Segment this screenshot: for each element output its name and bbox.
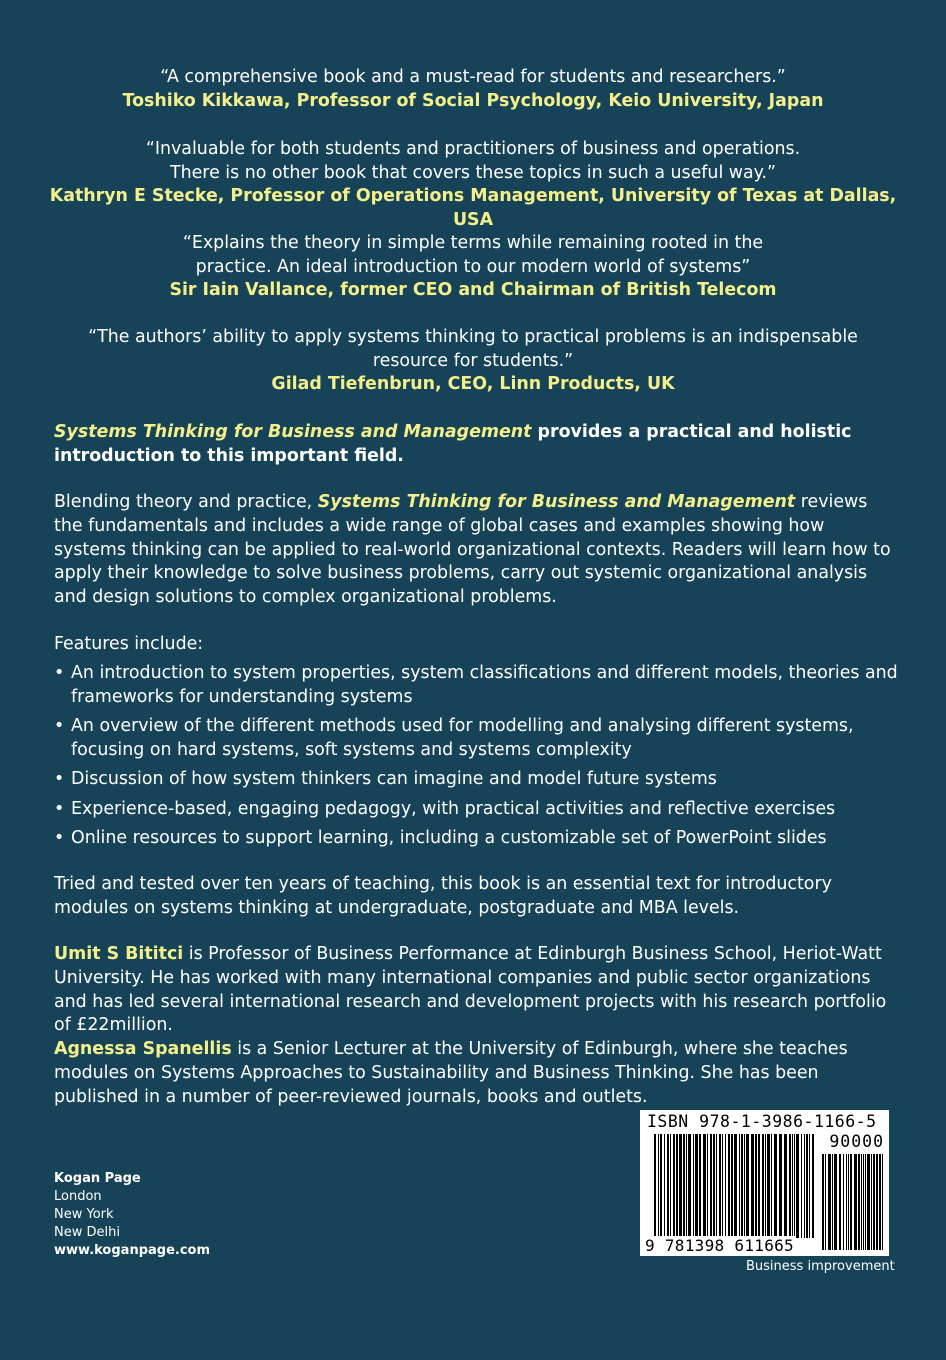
feature-text: Discussion of how system thinkers can imagine and model future systems bbox=[71, 769, 717, 789]
book-title: Systems Thinking for Business and Management bbox=[54, 422, 532, 442]
author-bio-1 bbox=[54, 943, 900, 1038]
barcode-bar bbox=[834, 1154, 837, 1250]
barcode-bar bbox=[771, 1134, 772, 1238]
publisher-city: New Delhi bbox=[54, 1225, 120, 1240]
barcode-bar bbox=[667, 1134, 669, 1238]
quote-3 bbox=[40, 232, 906, 303]
barcode-bar bbox=[876, 1154, 878, 1250]
barcode-bar bbox=[767, 1134, 770, 1238]
barcode-bar bbox=[746, 1134, 749, 1238]
barcode-bar bbox=[664, 1134, 665, 1238]
barcode-bar bbox=[882, 1154, 883, 1250]
quote-text: There is no other book that covers these topics in such a useful way.” bbox=[169, 162, 777, 183]
barcode-bar bbox=[806, 1134, 808, 1238]
feature-text: Experience-based, engaging pedagogy, with practical activities and reflective exercises bbox=[71, 798, 836, 819]
bullet-icon: • bbox=[54, 798, 65, 819]
quote-1 bbox=[40, 66, 906, 113]
publisher-name: Kogan Page bbox=[54, 1171, 141, 1186]
list-item bbox=[54, 798, 900, 822]
tried-tested-paragraph: Tried and tested over ten years of teaching, this book is an essential text for introductory modules on systems thinking at undergraduate, postgraduate and MBA levels. bbox=[54, 874, 832, 918]
barcode-bar bbox=[722, 1134, 723, 1238]
barcode-bar bbox=[741, 1134, 743, 1238]
lead-text: provides a practical and holistic introduction to this important field. bbox=[54, 422, 852, 466]
list-item bbox=[54, 715, 900, 762]
quote-text: “Explains the theory in simple terms while remaining rooted in the bbox=[182, 233, 764, 253]
barcode-bar bbox=[688, 1134, 691, 1238]
barcode-bar bbox=[879, 1154, 881, 1250]
publisher-city: London bbox=[54, 1189, 102, 1204]
bullet-icon: • bbox=[54, 663, 65, 683]
quote-text: “The authors’ ability to apply systems thinking to practical problems is an indispensable bbox=[88, 327, 858, 347]
barcode-bar bbox=[716, 1134, 717, 1238]
quote-author: Toshiko Kikkawa, Professor of Social Psychology, Keio University, Japan bbox=[122, 90, 824, 111]
barcode-bar bbox=[779, 1134, 782, 1238]
barcode-bar bbox=[707, 1134, 708, 1238]
barcode-bar bbox=[792, 1134, 793, 1238]
barcode-bar bbox=[863, 1154, 864, 1250]
publisher-block bbox=[54, 1170, 210, 1260]
quote-2 bbox=[40, 138, 906, 232]
barcode-bar bbox=[804, 1134, 805, 1238]
barcode-bar bbox=[839, 1154, 841, 1250]
barcode-bar bbox=[758, 1134, 760, 1238]
lead-paragraph bbox=[54, 421, 900, 469]
barcode-bar bbox=[832, 1154, 833, 1250]
barcode-bar bbox=[812, 1134, 814, 1238]
barcode-bar bbox=[825, 1154, 826, 1250]
barcode bbox=[640, 1110, 889, 1256]
barcode-bar bbox=[873, 1154, 875, 1250]
bullet-icon: • bbox=[54, 828, 65, 848]
bullet-icon: • bbox=[54, 716, 65, 736]
list-item bbox=[54, 827, 900, 851]
barcode-bar bbox=[703, 1134, 706, 1238]
barcode-bar bbox=[850, 1154, 852, 1250]
barcode-bar bbox=[854, 1154, 857, 1250]
author-name: Umit S Bititci bbox=[54, 944, 184, 964]
barcode-bar bbox=[731, 1134, 733, 1238]
bullet-icon: • bbox=[54, 769, 65, 789]
barcode-bar bbox=[858, 1154, 860, 1250]
barcode-bar bbox=[744, 1134, 745, 1238]
barcode-bar bbox=[751, 1134, 754, 1238]
category-label: Business improvement bbox=[746, 1259, 895, 1274]
barcode-bar bbox=[784, 1134, 787, 1238]
barcode-bar bbox=[794, 1134, 795, 1238]
blurb-start: Blending theory and practice, bbox=[54, 492, 318, 512]
feature-text: An introduction to system properties, system classifications and different models, theories and frameworks for understanding systems bbox=[71, 663, 898, 707]
list-item bbox=[54, 662, 900, 709]
barcode-bar bbox=[654, 1134, 656, 1238]
quote-text: practice. An ideal introduction to our modern world of systems” bbox=[195, 256, 751, 277]
feature-text: An overview of the different methods used for modelling and analysing different systems, focusing on hard systems, soft systems and systems complexity bbox=[71, 716, 854, 760]
barcode-bar bbox=[670, 1134, 671, 1238]
quote-author: Gilad Tiefenbrun, CEO, Linn Products, UK bbox=[271, 374, 675, 394]
book-title: Systems Thinking for Business and Management bbox=[317, 492, 796, 512]
feature-text: Online resources to support learning, including a customizable set of PowerPoint slides bbox=[71, 828, 827, 848]
barcode-bar bbox=[725, 1134, 726, 1238]
barcode-bar bbox=[739, 1134, 740, 1238]
list-item bbox=[54, 768, 900, 792]
quote-author: Sir Iain Vallance, former CEO and Chairman of British Telecom bbox=[169, 280, 777, 300]
barcode-bar bbox=[673, 1134, 675, 1238]
barcode-bar bbox=[861, 1154, 862, 1250]
barcode-bar bbox=[710, 1134, 712, 1238]
barcode-bar bbox=[796, 1134, 799, 1238]
features-list bbox=[54, 662, 900, 857]
isbn-label: ISBN 978-1-3986-1166-5 bbox=[647, 1112, 877, 1131]
barcode-bar bbox=[774, 1134, 777, 1238]
author-bio-2 bbox=[54, 1038, 900, 1109]
quote-author: Kathryn E Stecke, Professor of Operations Management, University of Texas at Dallas, USA bbox=[49, 186, 897, 230]
barcode-bar bbox=[693, 1134, 694, 1238]
barcode-bar bbox=[686, 1134, 687, 1238]
publisher-url: www.koganpage.com bbox=[54, 1243, 211, 1258]
barcode-bar bbox=[865, 1154, 866, 1250]
barcode-bar bbox=[765, 1134, 766, 1238]
barcode-bar bbox=[699, 1134, 701, 1238]
blurb-paragraph bbox=[54, 491, 900, 610]
barcode-bar bbox=[762, 1134, 764, 1238]
quote-text: resource for students.” bbox=[372, 350, 574, 371]
barcode-bar bbox=[848, 1154, 849, 1250]
features-heading: Features include: bbox=[54, 634, 204, 654]
author-bio-text: is Professor of Business Performance at Edinburgh Business School, Heriot-Watt University. He has worked with many international companies and public sector organizations and has led several international research and development projects with his research portfolio of £22million. bbox=[54, 944, 887, 1036]
barcode-bar bbox=[801, 1134, 802, 1238]
barcode-bar bbox=[713, 1134, 715, 1238]
barcode-bar bbox=[679, 1134, 682, 1238]
barcode-bar bbox=[683, 1134, 685, 1238]
publisher-city: New York bbox=[54, 1207, 114, 1222]
quote-4 bbox=[40, 326, 906, 397]
barcode-bar bbox=[695, 1134, 698, 1238]
quote-text: “A comprehensive book and a must-read for students and researchers.” bbox=[160, 67, 786, 87]
barcode-bar bbox=[871, 1154, 872, 1250]
barcode-bar bbox=[755, 1134, 757, 1238]
barcode-bar bbox=[846, 1154, 847, 1250]
author-bio-text: is a Senior Lecturer at the University of Edinburgh, where she teaches modules on Systems Approaches to Sustainability and Business Thinking. She has been published in a number of peer-reviewed journals, books and outlets. bbox=[54, 1039, 848, 1107]
barcode-bar bbox=[658, 1134, 659, 1238]
barcode-bar bbox=[843, 1154, 844, 1250]
blurb-text: reviews the fundamentals and includes a wide range of global cases and examples showing how systems thinking can be applied to real-world organizational contexts. Readers will learn how to apply their knowledge to solve business problems, carry out systemic organizational analysis and design solutions to complex organizational problems. bbox=[54, 492, 891, 608]
barcode-bar bbox=[719, 1134, 721, 1238]
barcode-bar bbox=[789, 1134, 791, 1238]
barcode-bar bbox=[809, 1134, 810, 1238]
ean-number: 9 781398 611665 bbox=[645, 1236, 794, 1255]
author-name: Agnessa Spanellis bbox=[54, 1039, 232, 1059]
barcode-bar bbox=[867, 1154, 870, 1250]
barcode-bar bbox=[676, 1134, 678, 1238]
barcode-bars bbox=[640, 1110, 889, 1256]
barcode-bar bbox=[660, 1134, 662, 1238]
quote-text: “Invaluable for both students and practitioners of business and operations. bbox=[145, 139, 801, 159]
barcode-addon: 90000 bbox=[829, 1132, 884, 1151]
barcode-bar bbox=[728, 1134, 730, 1238]
barcode-bar bbox=[822, 1154, 824, 1250]
barcode-bar bbox=[734, 1134, 737, 1238]
barcode-bar bbox=[828, 1154, 831, 1250]
